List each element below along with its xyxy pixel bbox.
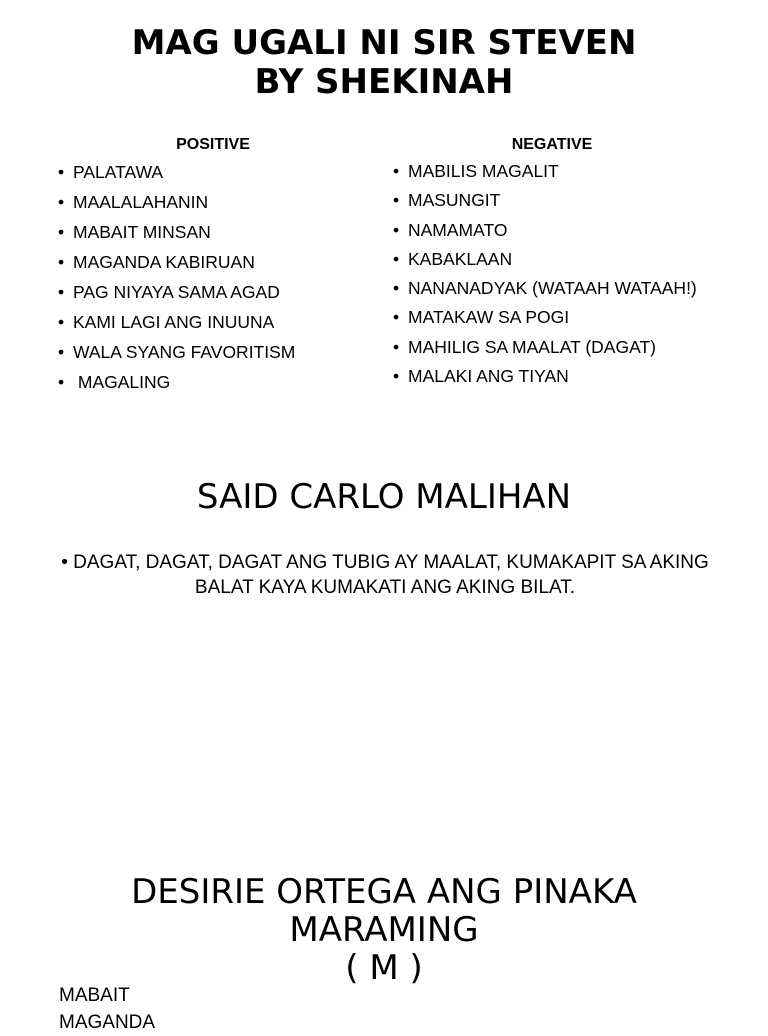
list-item: • KABAKLAAN — [393, 245, 697, 274]
list-item: • MAHILIG SA MAALAT (DAGAT) — [393, 333, 697, 362]
said-section-title-text: SAID CARLO MALIHAN — [196, 477, 572, 517]
list-item: • MATAKAW SA POGI — [393, 303, 697, 332]
list-item: • NANANADYAK (WATAAH WATAAH!) — [393, 274, 697, 303]
page-title-line-1: MAG UGALI NI SIR STEVEN — [131, 23, 637, 63]
page-title — [0, 24, 768, 102]
list-item: • MAGALING — [58, 367, 295, 397]
said-section-title — [0, 478, 768, 516]
desirie-title-line-1: DESIRIE ORTEGA ANG PINAKA — [131, 872, 637, 912]
page-title-line-2: BY SHEKINAH — [254, 62, 514, 102]
said-quote — [55, 550, 715, 600]
list-item: MAGANDA — [59, 1012, 156, 1033]
list-item: • PAG NIYAYA SAMA AGAD — [58, 277, 295, 307]
list-item: • MABAIT MINSAN — [58, 217, 295, 247]
list-item: • NAMAMATO — [393, 216, 697, 245]
negative-heading: NEGATIVE — [511, 136, 593, 153]
list-item: • PALATAWA — [58, 157, 295, 187]
list-item: • MASUNGIT — [393, 186, 697, 215]
list-item: • MABILIS MAGALIT — [393, 157, 697, 186]
desirie-title-line-2: MARAMING — [289, 910, 479, 950]
said-quote-line-1: • DAGAT, DAGAT, DAGAT ANG TUBIG AY MAALAT, KUMAKAPIT SA AKING — [61, 552, 709, 573]
desirie-section-title — [0, 873, 768, 987]
list-item: • KAMI LAGI ANG INUUNA — [58, 307, 295, 337]
list-item: • MALAKI ANG TIYAN — [393, 362, 697, 391]
list-item: MABAIT — [59, 985, 130, 1006]
list-item: • MAGANDA KABIRUAN — [58, 247, 295, 277]
list-item: • MAALALAHANIN — [58, 187, 295, 217]
said-quote-line-2: BALAT KAYA KUMAKATI ANG AKING BILAT. — [194, 577, 576, 598]
desirie-title-line-3: ( M ) — [345, 948, 423, 988]
desirie-list — [59, 982, 155, 1036]
positive-list — [58, 157, 295, 397]
negative-list — [393, 157, 697, 391]
positive-heading: POSITIVE — [176, 136, 250, 153]
list-item: • WALA SYANG FAVORITISM — [58, 337, 295, 367]
